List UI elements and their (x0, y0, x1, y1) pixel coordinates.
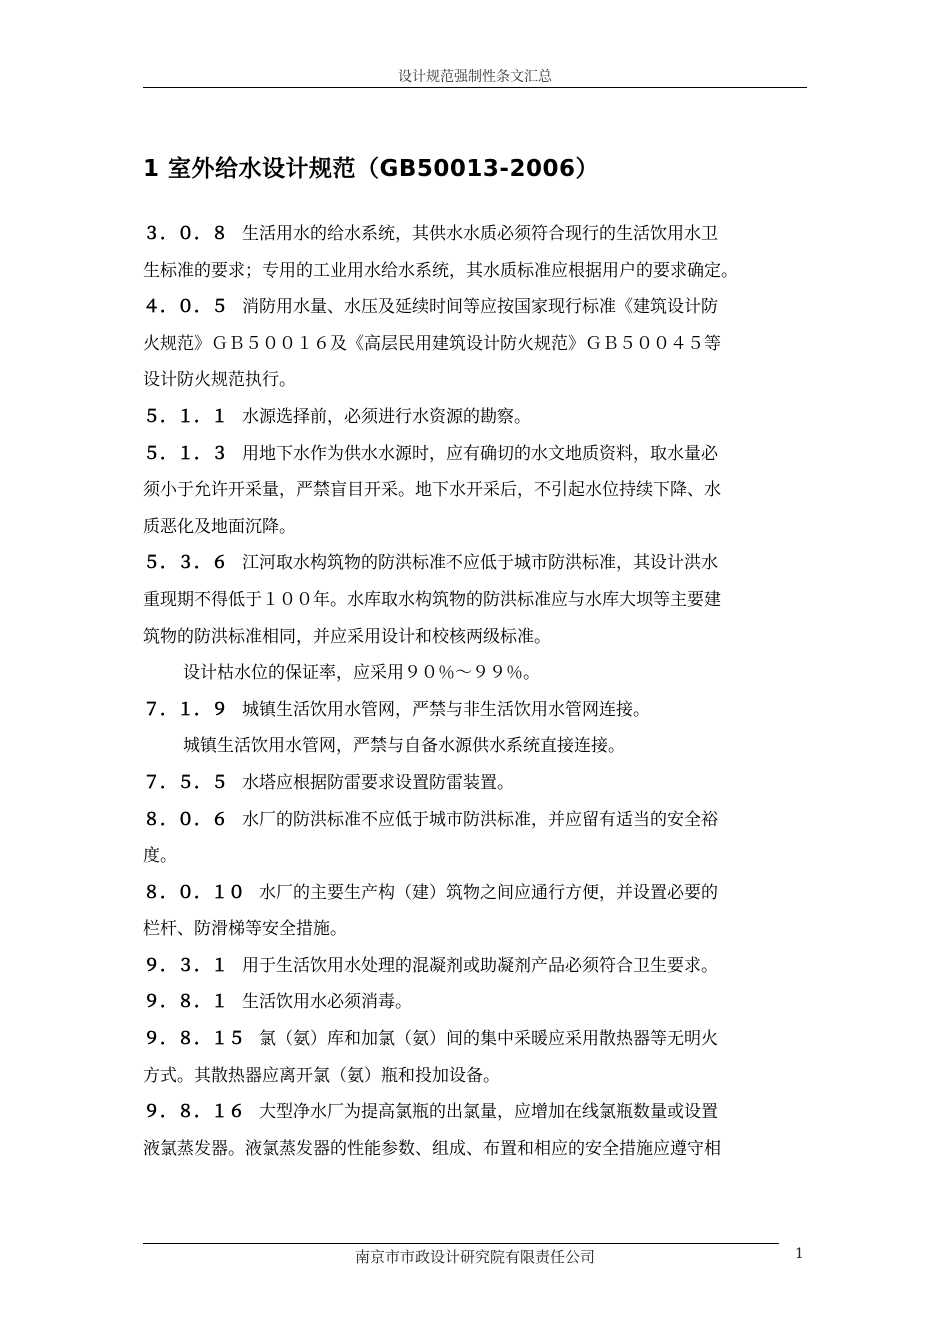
clause-line (143, 326, 807, 363)
clause-number: ８．０．１０ (143, 882, 245, 903)
clause-number: ５．３．６ (143, 553, 228, 574)
clause-line (143, 472, 807, 509)
clause-text: 方式。其散热器应离开氯（氨）瓶和投加设备。 (143, 1065, 500, 1086)
header-rule (143, 87, 807, 88)
clause-text: 水厂的防洪标准不应低于城市防洪标准，并应留有适当的安全裕 (242, 809, 718, 830)
page-header: 设计规范强制性条文汇总 (398, 69, 552, 85)
clause-line (143, 1058, 807, 1095)
clause-line (143, 948, 807, 985)
clause-text: 用于生活饮用水处理的混凝剂或助凝剂产品必须符合卫生要求。 (242, 955, 718, 976)
clause-line (143, 509, 807, 546)
clause-line (143, 728, 807, 765)
clause-number: ７．５．５ (143, 772, 228, 793)
clause-line (143, 911, 807, 948)
clause-text: 重现期不得低于１００年。水库取水构筑物的防洪标准应与水库大坝等主要建 (143, 589, 721, 610)
clause-line (143, 1094, 807, 1131)
clause-text: 筑物的防洪标准相同，并应采用设计和校核两级标准。 (143, 626, 551, 647)
clause-text: 生活用水的给水系统，其供水水质必须符合现行的生活饮用水卫 (242, 224, 718, 244)
clause-text: 水厂的主要生产构（建）筑物之间应通行方便，并设置必要的 (259, 882, 718, 903)
clause-line (143, 655, 807, 692)
clause-line (143, 399, 807, 436)
clause-text: 水源选择前，必须进行水资源的勘察。 (242, 406, 531, 427)
clause-number: ５．１．１ (143, 406, 228, 427)
clause-text: 度。 (143, 846, 177, 867)
clause-number: ９．８．１６ (143, 1102, 245, 1123)
clause-number: ４．０．５ (143, 297, 228, 318)
clause-line (143, 1131, 807, 1168)
clause-text: 须小于允许开采量，严禁盲目开采。地下水开采后，不引起水位持续下降、水 (143, 480, 721, 501)
clause-line (143, 436, 807, 473)
page-number: 1 (795, 1246, 804, 1262)
clause-line (143, 619, 807, 656)
clause-number: ９．８．１５ (143, 1029, 245, 1050)
clause-text: 大型净水厂为提高氯瓶的出氯量，应增加在线氯瓶数量或设置 (259, 1102, 718, 1123)
clause-line (143, 253, 807, 290)
clause-number: ７．１．９ (143, 699, 228, 720)
clause-text: 设计防火规范执行。 (143, 370, 296, 391)
clause-line (143, 545, 807, 582)
clause-list (143, 216, 807, 1167)
clause-text: 水塔应根据防雷要求设置防雷装置。 (242, 772, 514, 793)
clause-text: 城镇生活饮用水管网，严禁与自备水源供水系统直接连接。 (183, 736, 625, 757)
clause-text: 质恶化及地面沉降。 (143, 516, 296, 537)
clause-number: ９．８．１ (143, 992, 228, 1013)
clause-number: ９．３．１ (143, 955, 228, 976)
clause-line (143, 1021, 807, 1058)
clause-text: 消防用水量、水压及延续时间等应按国家现行标准《建筑设计防 (242, 297, 718, 318)
page-footer: 南京市市政设计研究院有限责任公司 (354, 1248, 595, 1266)
clause-line (143, 838, 807, 875)
clause-text: 氯（氨）库和加氯（氨）间的集中采暖应采用散热器等无明火 (259, 1029, 718, 1050)
clause-line (143, 362, 807, 399)
clause-line (143, 216, 807, 253)
clause-number: ３．０．８ (143, 224, 228, 244)
clause-line (143, 875, 807, 912)
clause-line (143, 692, 807, 729)
clause-line (143, 289, 807, 326)
clause-text: 液氯蒸发器。液氯蒸发器的性能参数、组成、布置和相应的安全措施应遵守相 (143, 1138, 721, 1159)
clause-line (143, 765, 807, 802)
clause-text: 生标准的要求；专用的工业用水给水系统，其水质标准应根据用户的要求确定。 (143, 260, 738, 281)
clause-text: 设计枯水位的保证率，应采用９０％～９９％。 (183, 663, 540, 684)
clause-number: ５．１．３ (143, 443, 228, 464)
section-title: 1 室外给水设计规范（GB50013-2006） (143, 156, 599, 182)
clause-text: 江河取水构筑物的防洪标准不应低于城市防洪标准，其设计洪水 (242, 553, 718, 574)
clause-text: 用地下水作为供水水源时，应有确切的水文地质资料，取水量必 (242, 443, 718, 464)
clause-number: ８．０．６ (143, 809, 228, 830)
clause-text: 栏杆、防滑梯等安全措施。 (143, 919, 347, 940)
clause-line (143, 802, 807, 839)
clause-line (143, 984, 807, 1021)
clause-text: 生活饮用水必须消毒。 (242, 992, 412, 1013)
clause-line (143, 582, 807, 619)
clause-text: 城镇生活饮用水管网，严禁与非生活饮用水管网连接。 (242, 699, 650, 720)
clause-text: 火规范》ＧＢ５００１６及《高层民用建筑设计防火规范》ＧＢ５００４５等 (143, 333, 721, 354)
footer-rule (143, 1243, 779, 1244)
